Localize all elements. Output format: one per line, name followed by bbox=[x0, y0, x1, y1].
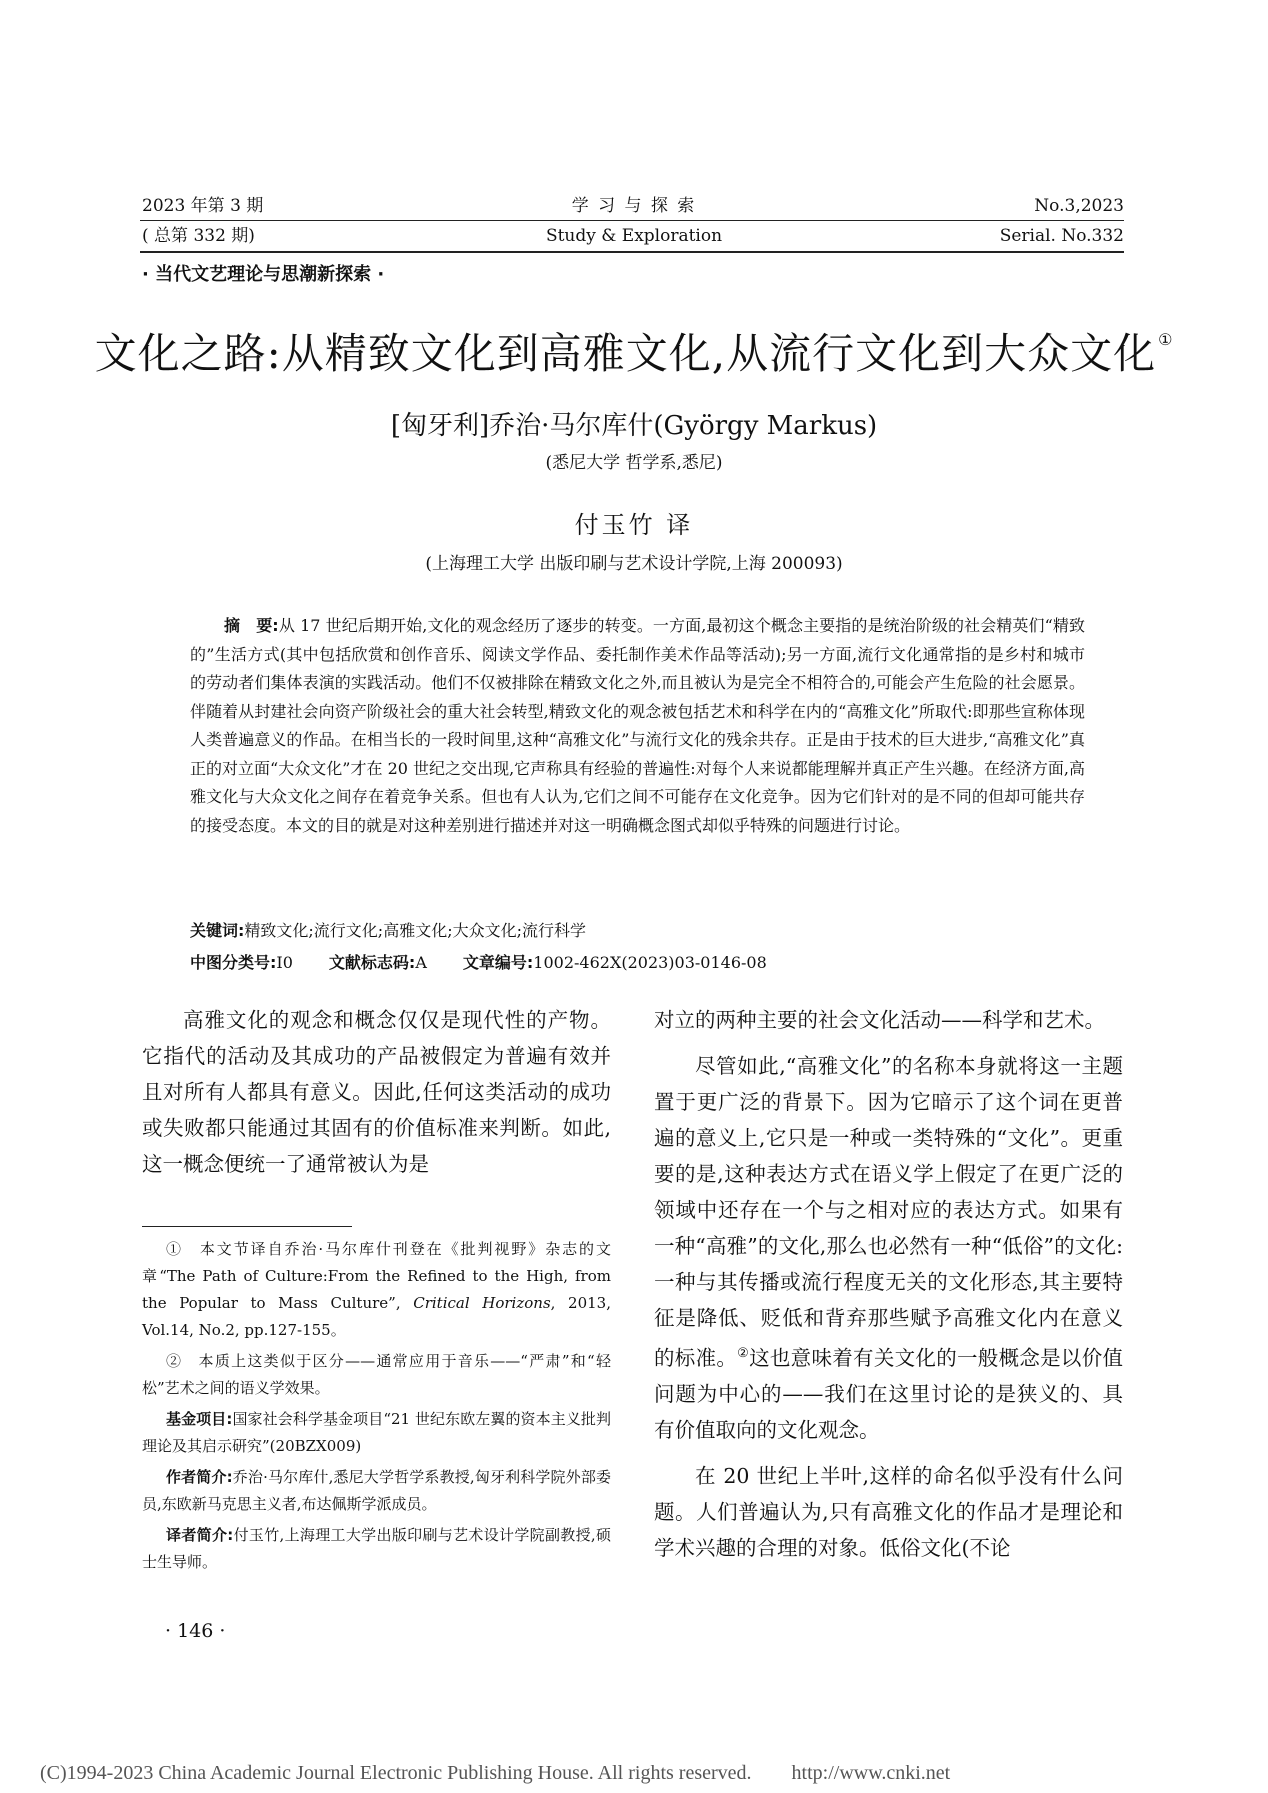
copyright-notice: (C)1994-2023 China Academic Journal Electronic Publishing House. All rights reserved. http://www.cnki.net bbox=[40, 1762, 951, 1784]
body-column-left bbox=[142, 1002, 611, 1182]
article-title: 文化之路:从精致文化到高雅文化,从流行文化到大众文化 ① bbox=[94, 329, 1174, 378]
footnotes bbox=[142, 1236, 611, 1580]
abstract-label: 摘 要: bbox=[224, 616, 279, 635]
header-rule-thick bbox=[140, 251, 1124, 253]
abstract-text: 从 17 世纪后期开始,文化的观念经历了逐步的转变。一方面,最初这个概念主要指的是统治阶级的社会精英们“精致的”生活方式(其中包括欣赏和创作音乐、阅读文学作品、委托制作美术作品等活动);另一方面,流行文化通常指的是乡村和城市的劳动者们集体表演的实践活动。他们不仅被排除在精致文化之外,而且被认为是完全不相符合的,可能会产生危险的社会愿景。伴随着从封建社会向资产阶级社会的重大社会转型,精致文化的观念被包括艺术和科学在内的“高雅文化”所取代:即那些宣称体现人类普遍意义的作品。在相当长的一段时间里,这种“高雅文化”与流行文化的残余共存。正是由于技术的巨大进步,“高雅文化”真正的对立面“大众文化”才在 20 世纪之交出现,它声称具有经验的普遍性:对每个人来说都能理解并真正产生兴趣。在经济方面,高雅文化与大众文化之间存在着竞争关系。但也有人认为,它们之间不可能存在文化竞争。因为它们针对的是不同的但却可能共存的接受态度。本文的目的就是对这种差别进行描述并对这一明确概念图式却似乎特殊的问题进行讨论。 bbox=[190, 616, 1085, 835]
keywords-text: 精致文化;流行文化;高雅文化;大众文化;流行科学 bbox=[244, 921, 586, 940]
keywords bbox=[190, 919, 586, 943]
serial-label-en: Serial. No.332 bbox=[999, 226, 1124, 246]
clc-label: 中图分类号: bbox=[190, 953, 277, 972]
title-footnote-mark: ① bbox=[1158, 330, 1174, 349]
footnote-mark-2: ② bbox=[737, 1346, 750, 1361]
doc-code-value: A bbox=[415, 953, 427, 972]
classification-line bbox=[190, 951, 767, 975]
body-paragraph: 在 20 世纪上半叶,这样的命名似乎没有什么问题。人们普遍认为,只有高雅文化的作品才是理论和学术兴趣的合理的对象。低俗文化(不论 bbox=[654, 1463, 1123, 1560]
translator-affiliation: (上海理工大学 出版印刷与艺术设计学院,上海 200093) bbox=[425, 554, 843, 574]
issue-label: 2023 年第 3 期 bbox=[142, 196, 264, 216]
doc-code-label: 文献标志码: bbox=[328, 953, 416, 972]
body-paragraph-continued: 对立的两种主要的社会文化活动——科学和艺术。 bbox=[654, 1008, 1105, 1032]
footnote-2: ② 本质上这类似于区分——通常应用于音乐——“严肃”和“轻松”艺术之间的语义学效果。 bbox=[142, 1352, 611, 1397]
fund-note: 基金项目:国家社会科学基金项目“21 世纪东欧左翼的资本主义批判理论及其启示研究”(20BZX009) bbox=[142, 1410, 612, 1455]
author-line: [匈牙利]乔治·马尔库什(György Markus) bbox=[390, 411, 878, 441]
journal-name-cn: 学 习 与 探 索 bbox=[571, 196, 697, 216]
body-column-right bbox=[654, 1002, 1123, 1566]
body-paragraph: 尽管如此,“高雅文化”的名称本身就将这一主题置于更广泛的背景下。因为它暗示了这个词在更普遍的意义上,它只是一种或一类特殊的“文化”。更重要的是,这种表达方式在语义学上假定了在更广泛的领域中还存在一个与之相对应的表达方式。如果有一种“高雅”的文化,那么也必然有一种“低俗”的文化:一种与其传播或流行程度无关的文化形态,其主要特征是降低、贬低和背弃那些赋予高雅文化内在意义的标准。②这也意味着有关文化的一般概念是以价值问题为中心的——我们在这里讨论的是狭义的、具有价值取向的文化观念。 bbox=[654, 1054, 1124, 1442]
clc-value: I0 bbox=[276, 953, 293, 972]
journal-name-en: Study & Exploration bbox=[545, 226, 723, 246]
serial-label-cn: ( 总第 332 期) bbox=[142, 226, 255, 246]
issue-label-en: No.3,2023 bbox=[1034, 196, 1124, 216]
translator-bio: 译者简介:付玉竹,上海理工大学出版印刷与艺术设计学院副教授,硕士生导师。 bbox=[142, 1526, 611, 1571]
header-rule-thin bbox=[140, 220, 1124, 221]
journal-title-italic: Critical Horizons bbox=[413, 1294, 551, 1312]
article-number-label: 文章编号: bbox=[462, 953, 534, 972]
author-affiliation: (悉尼大学 哲学系,悉尼) bbox=[545, 453, 723, 473]
author-bio: 作者简介:乔治·马尔库什,悉尼大学哲学系教授,匈牙利科学院外部委员,东欧新马克思主义者,布达佩斯学派成员。 bbox=[142, 1468, 611, 1513]
abstract bbox=[190, 612, 1085, 840]
keywords-label: 关键词: bbox=[190, 921, 245, 940]
translator-line: 付玉竹 译 bbox=[574, 511, 694, 539]
page-number: · 146 · bbox=[165, 1620, 226, 1642]
footnote-rule bbox=[142, 1226, 352, 1227]
body-paragraph: 高雅文化的观念和概念仅仅是现代性的产物。它指代的活动及其成功的产品被假定为普遍有效并且对所有人都具有意义。因此,任何这类活动的成功或失败都只能通过其固有的价值标准来判断。如此,这一概念便统一了通常被认为是 bbox=[142, 1008, 611, 1176]
section-label: · 当代文艺理论与思潮新探索 · bbox=[142, 264, 385, 285]
footnote-1: ① 本文节译自乔治·马尔库什刊登在《批判视野》杂志的文章“The Path of Culture:From the Refined to the High, from the Popular to Mass Culture”, Critical Horizons, 2013, Vol.14, No.2, pp.127-155。 bbox=[142, 1240, 611, 1339]
article-number-value: 1002-462X(2023)03-0146-08 bbox=[533, 953, 767, 972]
